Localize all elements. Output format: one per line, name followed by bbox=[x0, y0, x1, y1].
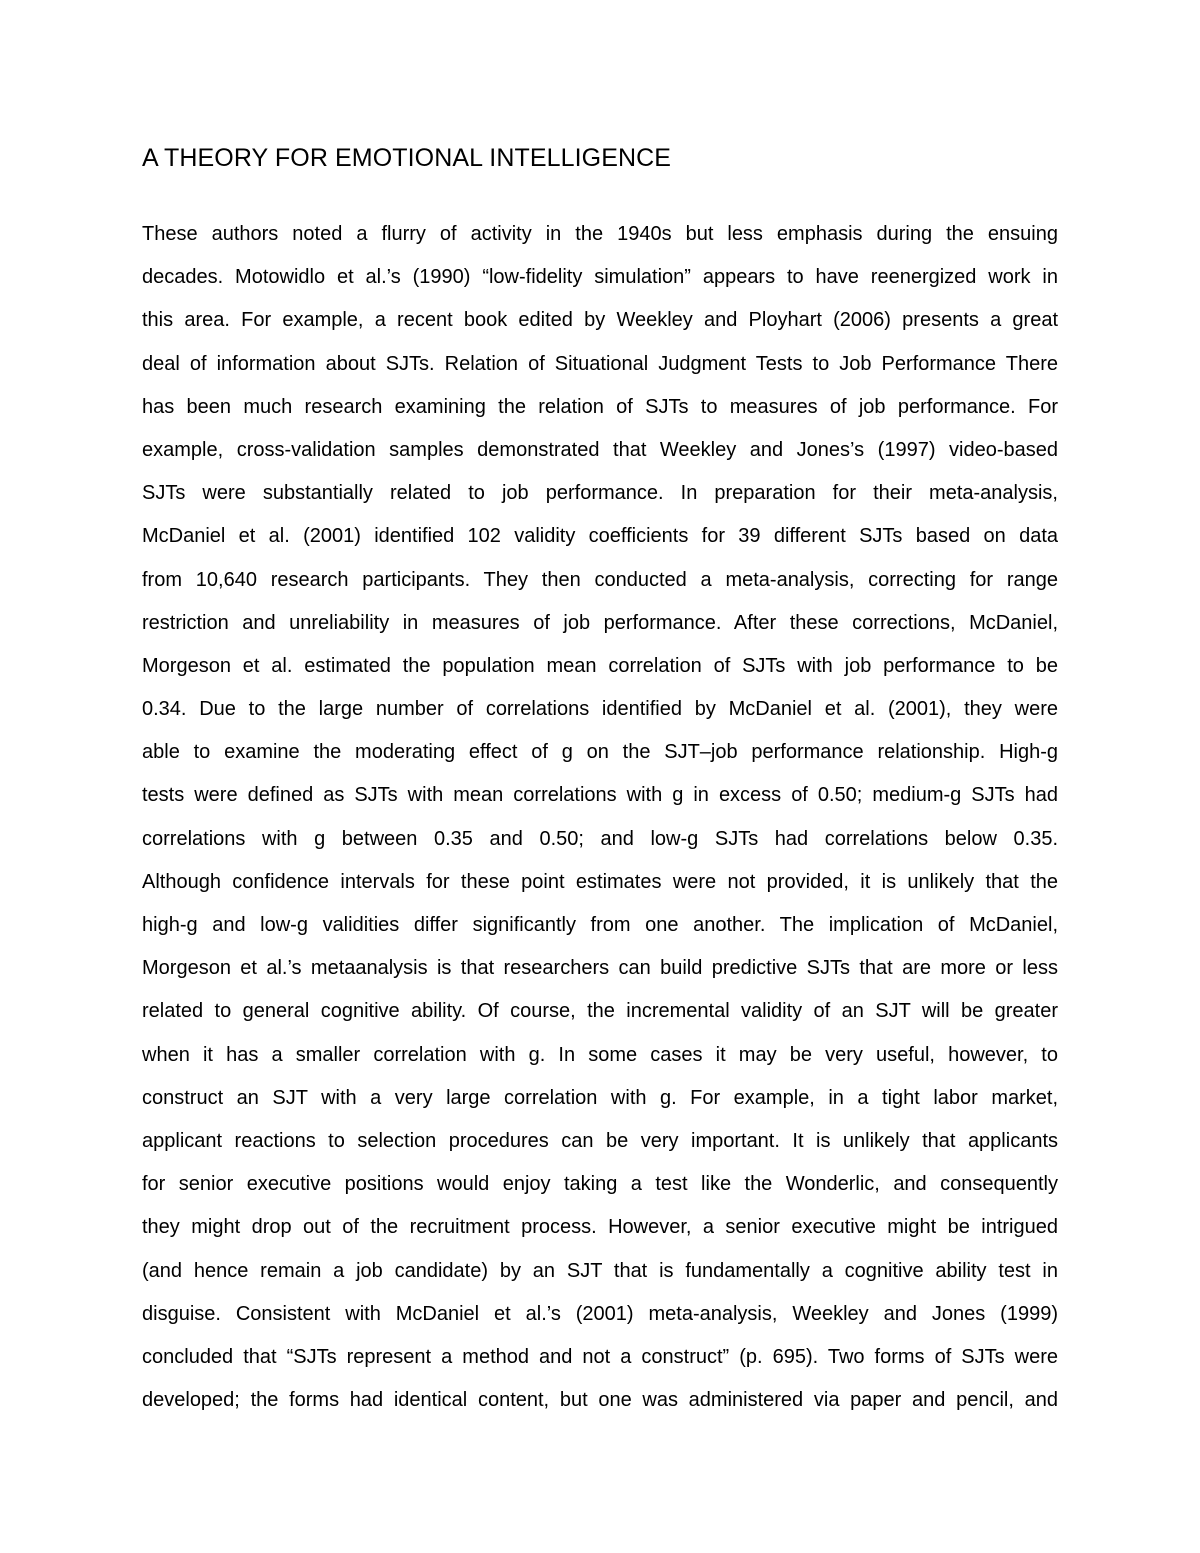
text-line: McDaniel et al. (2001) identified 102 validity coefficients for 39 different SJTs based on data bbox=[142, 525, 1058, 548]
text-line: (and hence remain a job candidate) by an SJT that is fundamentally a cognitive ability test in bbox=[142, 1259, 1058, 1282]
text-line: example, cross-validation samples demonstrated that Weekley and Jones’s (1997) video-based bbox=[142, 438, 1058, 461]
text-line: restriction and unreliability in measures of job performance. After these corrections, McDaniel, bbox=[142, 611, 1058, 634]
text-line: when it has a smaller correlation with g. In some cases it may be very useful, however, to bbox=[142, 1043, 1058, 1066]
text-line: Although confidence intervals for these point estimates were not provided, it is unlikely that the bbox=[142, 870, 1058, 893]
text-line: has been much research examining the relation of SJTs to measures of job performance. For bbox=[142, 395, 1058, 418]
text-line: SJTs were substantially related to job performance. In preparation for their meta-analysis, bbox=[142, 482, 1058, 505]
text-line: These authors noted a flurry of activity in the 1940s but less emphasis during the ensuing bbox=[142, 223, 1058, 245]
text-line: deal of information about SJTs. Relation of Situational Judgment Tests to Job Performance There bbox=[142, 352, 1058, 375]
text-line: disguise. Consistent with McDaniel et al.’s (2001) meta-analysis, Weekley and Jones (1999) bbox=[142, 1302, 1058, 1325]
text-line: high-g and low-g validities differ significantly from one another. The implication of McDaniel, bbox=[142, 914, 1058, 936]
text-line: correlations with g between 0.35 and 0.50; and low-g SJTs had correlations below 0.35. bbox=[142, 827, 1058, 850]
text-line: concluded that “SJTs represent a method and not a construct” (p. 695). Two forms of SJTs were bbox=[142, 1345, 1058, 1368]
text-line: applicant reactions to selection procedures can be very important. It is unlikely that applicants bbox=[142, 1129, 1058, 1152]
text-line: able to examine the moderating effect of g on the SJT–job performance relationship. High-g bbox=[142, 741, 1058, 764]
text-line: 0.34. Due to the large number of correlations identified by McDaniel et al. (2001), they were bbox=[142, 698, 1058, 721]
text-line: for senior executive positions would enjoy taking a test like the Wonderlic, and consequently bbox=[142, 1173, 1058, 1196]
text-line: Morgeson et al.’s metaanalysis is that researchers can build predictive SJTs that are more or less bbox=[142, 957, 1058, 980]
body-paragraph bbox=[142, 213, 1058, 1422]
text-line: tests were defined as SJTs with mean correlations with g in excess of 0.50; medium-g SJTs had bbox=[142, 784, 1058, 807]
text-line: decades. Motowidlo et al.’s (1990) “low-fidelity simulation” appears to have reenergized work in bbox=[142, 266, 1058, 289]
text-line: this area. For example, a recent book edited by Weekley and Ployhart (2006) presents a great bbox=[142, 309, 1058, 332]
page-title: A THEORY FOR EMOTIONAL INTELLIGENCE bbox=[142, 144, 672, 172]
text-line: related to general cognitive ability. Of course, the incremental validity of an SJT will be greater bbox=[142, 1000, 1058, 1023]
text-line: construct an SJT with a very large correlation with g. For example, in a tight labor market, bbox=[142, 1086, 1058, 1109]
text-line: developed; the forms had identical content, but one was administered via paper and pencil, and bbox=[142, 1389, 1058, 1412]
text-line: from 10,640 research participants. They then conducted a meta-analysis, correcting for range bbox=[142, 568, 1058, 591]
text-line: Morgeson et al. estimated the population mean correlation of SJTs with job performance to be bbox=[142, 654, 1058, 677]
text-line: they might drop out of the recruitment process. However, a senior executive might be intrigued bbox=[142, 1216, 1058, 1239]
